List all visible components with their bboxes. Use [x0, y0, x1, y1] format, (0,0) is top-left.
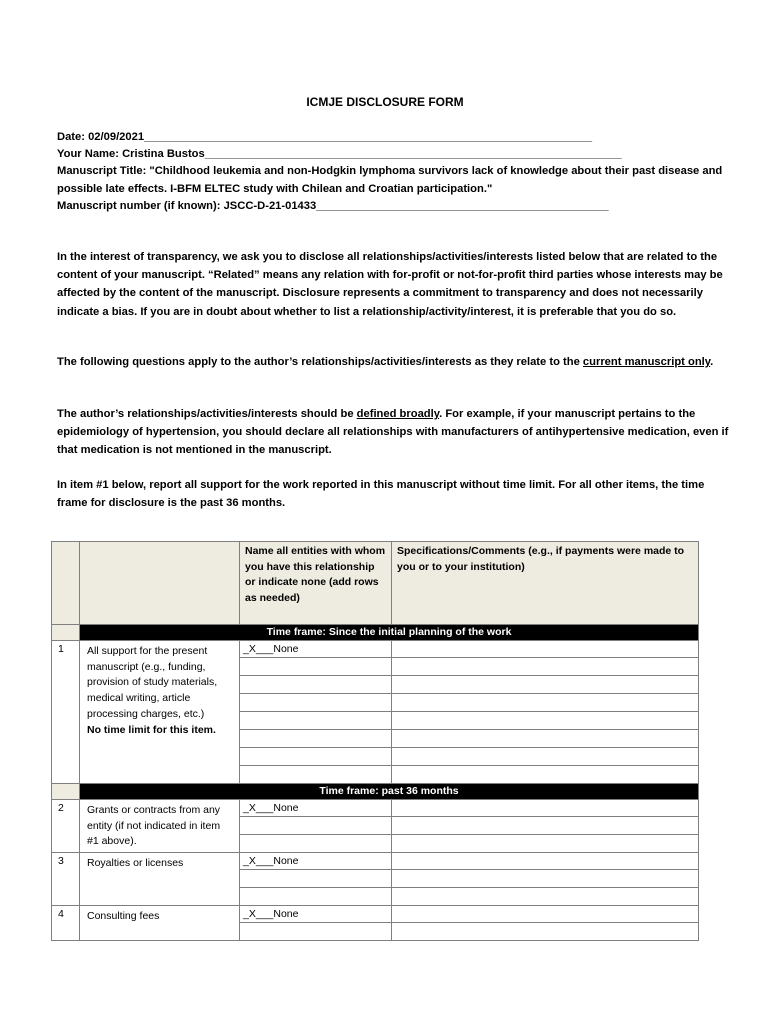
- comment-field[interactable]: [392, 694, 699, 712]
- comment-field[interactable]: [392, 923, 699, 941]
- entity-field[interactable]: [240, 676, 392, 694]
- current-manuscript-emphasis: current manuscript only: [582, 356, 711, 368]
- comment-field[interactable]: [392, 853, 699, 870]
- entity-field[interactable]: [240, 923, 392, 941]
- scope-paragraph: The following questions apply to the author’s relationships/activities/interests as they relate to the current manuscript only.: [57, 356, 714, 368]
- comment-field[interactable]: [392, 676, 699, 694]
- comment-field[interactable]: [392, 906, 699, 923]
- item-number: 3: [52, 853, 80, 906]
- entity-field[interactable]: [240, 748, 392, 766]
- entity-field[interactable]: [240, 835, 392, 853]
- item-number: 1: [52, 641, 80, 784]
- specs-column-header: Specifications/Comments (e.g., if payments were made to you or to your institution): [392, 542, 699, 625]
- form-title: ICMJE DISCLOSURE FORM: [306, 95, 464, 109]
- time-frame-band-36-months: Time frame: past 36 months: [52, 784, 699, 800]
- entity-field[interactable]: [240, 888, 392, 906]
- comment-field[interactable]: [392, 870, 699, 888]
- entities-column-header: Name all entities with whom you have this relationship or indicate none (add rows as needed): [240, 542, 392, 625]
- item-label: Consulting fees: [80, 906, 240, 941]
- entity-field[interactable]: _X___None: [240, 641, 392, 658]
- defined-broadly-emphasis: defined broadly: [356, 408, 440, 420]
- entity-field[interactable]: [240, 766, 392, 784]
- entity-field[interactable]: [240, 658, 392, 676]
- item-number: 4: [52, 906, 80, 941]
- name-line: Your Name: Cristina Bustos___________________________________________________________________: [57, 148, 622, 161]
- item-number: 2: [52, 800, 80, 853]
- comment-field[interactable]: [392, 748, 699, 766]
- comment-field[interactable]: [392, 712, 699, 730]
- entity-field[interactable]: [240, 712, 392, 730]
- comment-field[interactable]: [392, 817, 699, 835]
- item-label: All support for the present manuscript (e.g., funding, provision of study materials, medical writing, article processing charges, etc.) No time limit for this item.: [80, 641, 240, 784]
- comment-field[interactable]: [392, 641, 699, 658]
- table-row-item-2: [52, 800, 699, 817]
- comment-field[interactable]: [392, 766, 699, 784]
- comment-field[interactable]: [392, 800, 699, 817]
- table-row-item-1: [52, 641, 699, 658]
- entity-field[interactable]: _X___None: [240, 906, 392, 923]
- table-row-item-3: [52, 853, 699, 870]
- form-header: [57, 129, 747, 215]
- entity-field[interactable]: [240, 694, 392, 712]
- date-line: Date: 02/09/2021________________________________________________________________________: [57, 131, 593, 143]
- disclosure-table: [51, 541, 699, 941]
- no-time-limit-note: No time limit for this item.: [87, 723, 216, 736]
- intro-paragraph: In the interest of transparency, we ask you to disclose all relationships/activities/interests listed below that are related to the content of your manuscript. “Related” means any relation with for-profit or not-for-profit third parties whose interests may be affected by the content of the manuscript. Disclosure represents a commitment to transparency and does not necessarily indicate a bias. If you are in doubt about whether to list a relationship/activity/interest, it is preferable that you do so.: [57, 251, 723, 318]
- entity-field[interactable]: [240, 817, 392, 835]
- comment-field[interactable]: [392, 888, 699, 906]
- time-frame-paragraph: In item #1 below, report all support for the work reported in this manuscript without time limit. For all other items, the time frame for disclosure is the past 36 months.: [57, 479, 705, 510]
- entity-field[interactable]: _X___None: [240, 800, 392, 817]
- entity-field[interactable]: [240, 730, 392, 748]
- time-frame-band-initial: Time frame: Since the initial planning of the work: [52, 625, 699, 641]
- broad-definition-paragraph: The author’s relationships/activities/interests should be defined broadly. For example, if your manuscript pertains to the epidemiology of hypertension, you should declare all relationships with manufacturers of antihypertensive medication, even if that medication is not mentioned in the manuscript.: [57, 408, 729, 457]
- manuscript-number: Manuscript number (if known): JSCC-D-21-01433_______________________________________________: [57, 199, 609, 212]
- comment-field[interactable]: [392, 658, 699, 676]
- item-label: Grants or contracts from any entity (if not indicated in item #1 above).: [80, 800, 240, 853]
- manuscript-title: Manuscript Title: "Childhood leukemia and non-Hodgkin lymphoma survivors lack of knowledge about their past disease and possible late effects. I-BFM ELTEC study with Chilean and Croatian participation.": [57, 165, 723, 195]
- entity-field[interactable]: _X___None: [240, 853, 392, 870]
- entity-field[interactable]: [240, 870, 392, 888]
- table-header-row: [52, 542, 699, 625]
- table-row-item-4: [52, 906, 699, 923]
- item-label: Royalties or licenses: [80, 853, 240, 906]
- comment-field[interactable]: [392, 835, 699, 853]
- comment-field[interactable]: [392, 730, 699, 748]
